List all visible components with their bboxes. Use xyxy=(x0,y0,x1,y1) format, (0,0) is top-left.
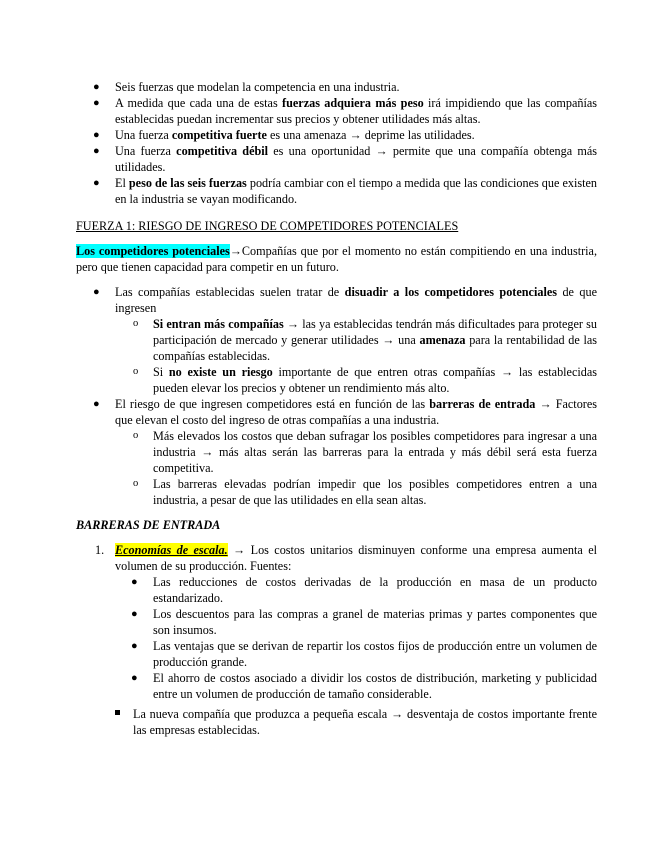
section1-bullet-list xyxy=(0,284,597,316)
list-item: ● El riesgo de que ingresen competidores está en función de las barreras de entrada → Factores que elevan el costo del ingreso de otras compañías a una industria. xyxy=(93,397,597,427)
bullet-icon: ● xyxy=(93,145,100,157)
section1-sub-list-1 xyxy=(0,316,597,396)
bullet-icon: ● xyxy=(131,576,138,588)
highlighted-term: Los competidores potenciales xyxy=(76,244,230,258)
list-item: ● Seis fuerzas que modelan la competencia en una industria. xyxy=(93,80,400,94)
list-item: ● Las compañías establecidas suelen tratar de disuadir a los competidores potenciales de que ingresen xyxy=(93,285,597,315)
list-item: o Si no existe un riesgo importante de que entren otras compañías → las establecidas pueden elevar los precios y obtener un rendimiento más alto. xyxy=(133,365,597,395)
bullet-icon: ● xyxy=(93,97,100,109)
section1-sub-list-2 xyxy=(0,428,597,508)
list-item: o Las barreras elevadas podrían impedir que los posibles competidores entren a una industria, a pesar de que las utilidades en ella sean altas. xyxy=(133,477,597,507)
list-item: ● A medida que cada una de estas fuerzas adquiera más peso irá impidiendo que las compañías establecidas puedan incrementar sus precios y obtener utilidades más altas. xyxy=(93,96,597,126)
intro-bullet-list xyxy=(0,79,597,207)
section-heading-fuerza-1: FUERZA 1: RIESGO DE INGRESO DE COMPETIDORES POTENCIALES xyxy=(76,219,459,233)
bullet-icon: ● xyxy=(93,398,100,410)
circle-bullet-icon: o xyxy=(133,430,139,441)
barriers-numbered-list xyxy=(0,542,597,574)
definition-paragraph: Los competidores potenciales→Compañías que por el momento no están compitiendo en una industria, pero que tienen capacidad para competir en un futuro. xyxy=(76,244,597,274)
circle-bullet-icon: o xyxy=(133,366,139,377)
economies-sub-list xyxy=(0,574,597,702)
highlighted-term: Economías de escala. xyxy=(115,543,228,557)
bullet-icon: ● xyxy=(131,608,138,620)
circle-bullet-icon: o xyxy=(133,478,139,489)
bullet-icon: ● xyxy=(93,129,100,141)
list-number: 1. xyxy=(95,543,105,557)
section1-bullet-list-2 xyxy=(0,396,597,428)
list-item: ● Las reducciones de costos derivadas de la producción en masa de un producto estandarizado. xyxy=(131,575,597,605)
bullet-icon: ● xyxy=(131,640,138,652)
list-item: ● Los descuentos para las compras a granel de materias primas y partes componentes que son insumos. xyxy=(131,607,597,637)
list-item: o Más elevados los costos que deban sufragar los posibles competidores para ingresar a una industria → más altas serán las barreras para la entrada y más débil será esta fuerza competitiva. xyxy=(133,429,597,475)
square-bullet-list xyxy=(0,706,597,738)
list-item: ● Una fuerza competitiva fuerte es una amenaza → deprime las utilidades. xyxy=(93,128,475,142)
bullet-icon: ● xyxy=(93,81,100,93)
bullet-icon: ● xyxy=(93,177,100,189)
bullet-icon: ● xyxy=(131,672,138,684)
section-heading-barreras: BARRERAS DE ENTRADA xyxy=(76,518,221,532)
circle-bullet-icon: o xyxy=(133,318,139,329)
list-item: ● El ahorro de costos asociado a dividir los costos de distribución, marketing y publicidad entre un volumen de producción de tamaño considerable. xyxy=(131,671,597,701)
list-item: La nueva compañía que produzca a pequeña escala → desventaja de costos importante frente las empresas establecidas. xyxy=(133,706,597,738)
list-item: ● El peso de las seis fuerzas podría cambiar con el tiempo a medida que las condiciones que existen en la industria se vayan modificando. xyxy=(93,176,597,206)
list-item: ● Una fuerza competitiva débil es una oportunidad → permite que una compañía obtenga más utilidades. xyxy=(93,144,597,174)
square-bullet-icon xyxy=(115,710,120,715)
bullet-icon: ● xyxy=(93,286,100,298)
list-item: 1. Economías de escala. → Los costos unitarios disminuyen conforme una empresa aumenta el volumen de su producción. Fuentes: xyxy=(95,543,597,573)
list-item: o Si entran más compañías → las ya establecidas tendrán más dificultades para proteger su participación de mercado y generar utilidades → una amenaza para la rentabilidad de las compañías establecidas. xyxy=(133,317,598,363)
list-item: ● Las ventajas que se derivan de repartir los costos fijos de producción entre un volumen de producción grande. xyxy=(131,639,597,669)
